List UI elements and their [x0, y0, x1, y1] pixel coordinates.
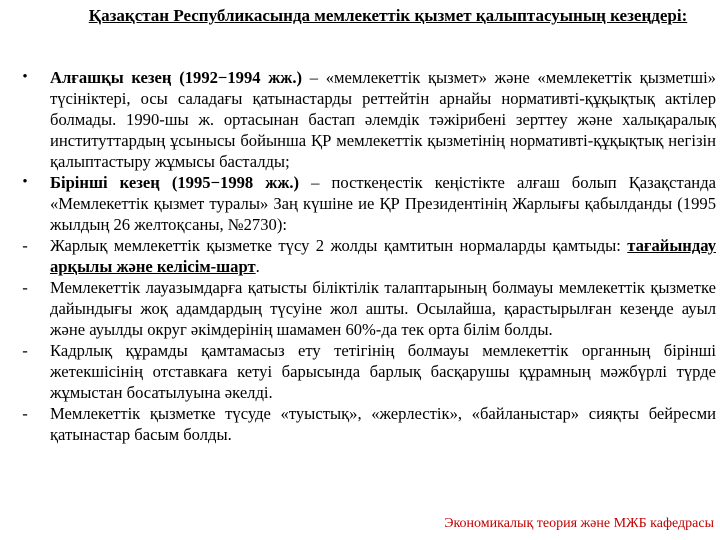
department-footer: Экономикалық теория және МЖБ кафедрасы — [444, 516, 714, 531]
content-list — [22, 67, 716, 445]
list-item-beiresmi — [22, 403, 716, 445]
bullet-marker: • — [22, 69, 28, 85]
list-item-alghashky-kezen — [22, 67, 716, 172]
dash-marker: - — [22, 236, 28, 255]
dash-marker: - — [22, 404, 28, 423]
item-text: Жарлық мемлекеттік қызметке түсу 2 жолды қамтитын нормаларды қамтыды: — [50, 236, 628, 255]
item-text: Мемлекеттік лауазымдарға қатысты біліктілік талаптарының болмауы мемлекеттік қызметке дайындығы жоқ адамдардың түсуіне жол ашты. Осылайша, қарастырылған кезеңде ауыл және ауылды округ әкімдерінің шамамен 60%-да тек орта білім болды. — [50, 278, 716, 339]
list-item-biliktilik — [22, 277, 716, 340]
dash-marker: - — [22, 278, 28, 297]
item-text: – посткеңестік кеңістікте алғаш болып Қазақстанда «Мемлекеттік қызмет туралы» Заң күшіне ие ҚР Президентінің Жарлығы қабылданды (1995 жылдың 26 желтоқсаны, №2730): — [50, 173, 716, 234]
list-item-zharlyk — [22, 235, 716, 277]
item-text: – «мемлекеттік қызмет» және «мемлекеттік қызметші» түсініктері, осы саладағы қатынастарды реттейтін арнайы нормативті-құқықтық актілер болмады. 1990-шы ж. ортасынан бастап әлемдік тәжірибені зерттеу және халықаралық институттардың ұсынысы бойынша ҚР мемлекеттік қызметінің нормативті-құқықтық негізін қалыптастыру жұмысы басталды; — [50, 68, 716, 171]
item-text: Кадрлық құрамды қамтамасыз ету тетігінің болмауы мемлекеттік органның бірінші жетекшісінің отставкаға кетуі барысында барлық басқарушы құрамның мәжбүрлі түрде жұмыстан босатылуына әкелді. — [50, 341, 716, 402]
list-item-birinshi-kezen — [22, 172, 716, 235]
stage-heading: Бірінші кезең (1995−1998 жж.) — [50, 173, 300, 192]
item-text-tail: . — [255, 257, 260, 276]
emphasized-text: тағайындау арқылы және келісім-шарт — [50, 236, 716, 276]
item-text: Мемлекеттік қызметке түсуде «туыстық», «жерлестік», «байланыстар» сияқты бейресми қатынастар басым болды. — [50, 404, 716, 444]
stage-heading: Алғашқы кезең (1992−1994 жж.) — [50, 68, 303, 87]
dash-marker: - — [22, 341, 28, 360]
list-item-kadrlyk — [22, 340, 716, 403]
slide-title: Қазақстан Республикасында мемлекеттік қызмет қалыптасуының кезеңдері: — [88, 6, 688, 25]
bullet-marker: • — [22, 174, 28, 190]
